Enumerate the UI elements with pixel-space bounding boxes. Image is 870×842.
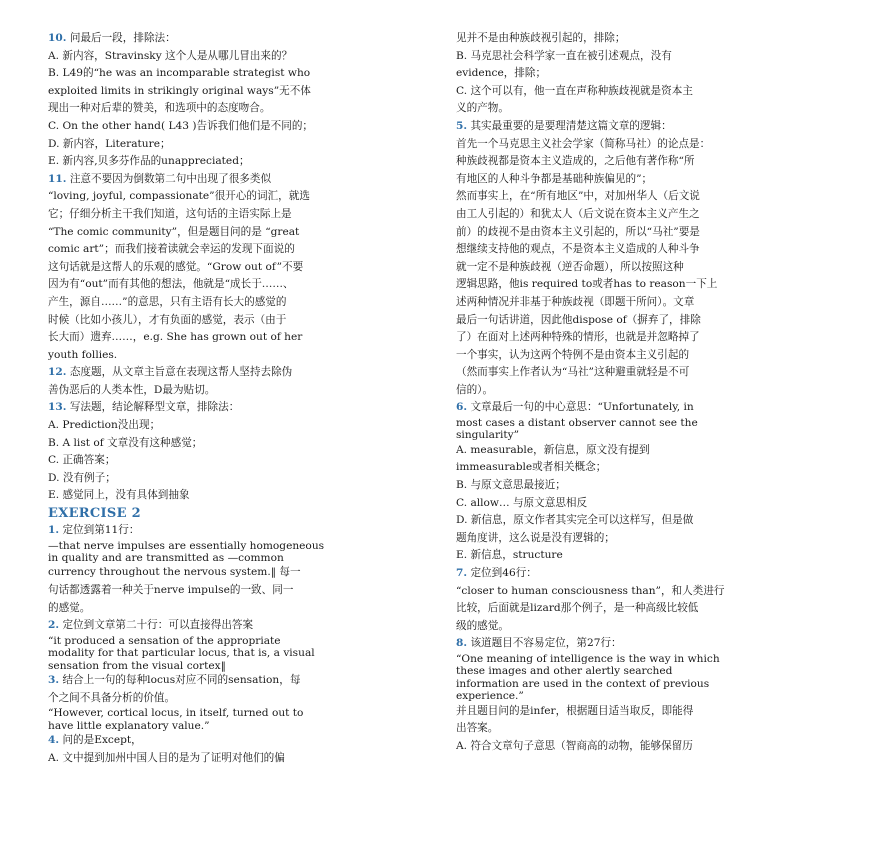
text-line [48, 118, 420, 136]
text-line [48, 100, 420, 118]
line-text: 题角度讲，这么说是没有逻辑的； [456, 531, 615, 544]
line-text: 态度题，从文章主旨意在表现这帮人坚持去除伪 [69, 366, 293, 379]
line-text: 级的感觉。 [456, 619, 509, 632]
line-text: （然而事实上作者认为“马社”这种避重就轻是不可 [456, 366, 690, 379]
text-line [456, 442, 828, 460]
question-line [48, 399, 420, 417]
text-line [456, 547, 828, 565]
line-text: 一个事实，认为这两个特例不是由资本主义引起的 [456, 348, 690, 361]
line-text: 善伪恶后的人类本性，D最为贴切。 [48, 383, 216, 396]
line-text: 注意不要因为倒数第二句中出现了很多类似 [69, 172, 272, 185]
text-line [456, 477, 828, 495]
question-line [48, 672, 420, 690]
line-text: “One meaning of intelligence is the way in which [456, 653, 720, 665]
text-line [456, 171, 828, 189]
line-text: 比较，后面就是lizard那个例子，是一种高级比较低 [456, 602, 699, 615]
line-text: currency throughout the nervous system.‖ 每一 [48, 566, 301, 579]
text-line [48, 540, 420, 552]
text-line [456, 241, 828, 259]
line-text: 产生，源自……”的意思，只有主语有长大的感觉的 [48, 295, 287, 308]
line-text: 定位到第11行： [62, 524, 140, 537]
line-text: 其实最重要的是要理清楚这篇文章的逻辑： [470, 119, 672, 132]
text-line [456, 206, 828, 224]
text-line [456, 382, 828, 400]
text-line [48, 707, 420, 719]
line-text: 最后一句话讲道，因此他dispose of（摒弃了，排除 [456, 313, 701, 326]
text-line [48, 470, 420, 488]
text-line [456, 30, 828, 48]
line-text: “closer to human consciousness than”，和人类进行 [456, 584, 725, 597]
question-line [48, 522, 420, 540]
text-line [456, 294, 828, 312]
line-text: 问的是Except， [62, 734, 142, 747]
text-line [48, 83, 420, 101]
text-line [456, 600, 828, 618]
line-text: youth follies. [48, 348, 118, 361]
line-text: B. A list of 文章没有这种感觉； [48, 436, 203, 449]
text-line [456, 429, 828, 441]
text-line [456, 136, 828, 154]
text-line [48, 452, 420, 470]
question-number: 5. [456, 119, 468, 132]
line-text: 义的产物。 [456, 102, 509, 115]
question-line [456, 399, 828, 417]
line-text: exploited limits in strikingly original ways”无不体 [48, 84, 311, 97]
line-text: 由工人引起的）和犹太人（后文说在资本主义产生之 [456, 207, 700, 220]
question-line [48, 617, 420, 635]
line-text: 这句话就是这帮人的乐观的感觉。“Grow out of”不要 [48, 260, 304, 273]
line-text: these images and other alertly searched [456, 665, 673, 678]
question-number: 4. [48, 734, 60, 747]
text-line [48, 224, 420, 242]
line-text: “loving, joyful, compassionate”很开心的词汇，就选 [48, 190, 310, 203]
text-line [48, 241, 420, 259]
text-line [48, 259, 420, 277]
text-line [456, 364, 828, 382]
line-text: B. 马克思社会科学家一直在被引述观点，没有 [456, 49, 672, 62]
line-text: 想继续支持他的观点，不是资本主义造成的人种斗争 [456, 243, 700, 256]
line-text: 时候（比如小孩儿），才有负面的感觉，表示（由于 [48, 313, 287, 326]
text-line [48, 65, 420, 83]
text-line [456, 347, 828, 365]
text-line [456, 100, 828, 118]
line-text: 现出一种对后辈的赞美，和选项中的态度吻合。 [48, 102, 271, 115]
text-line [48, 48, 420, 66]
line-text: 然而事实上，在“所有地区”中，对加州华人（后文说 [456, 190, 700, 203]
text-line [456, 329, 828, 347]
line-text: B. L49的“he was an incomparable strategist who [48, 67, 311, 80]
text-line [456, 665, 828, 677]
left-column [48, 30, 420, 767]
text-line [48, 660, 420, 672]
line-text: 文章最后一句的中心意思：“Unfortunately, in [470, 401, 694, 414]
text-line [48, 329, 420, 347]
question-number: 7. [456, 567, 468, 580]
line-text: A. Prediction没出现； [48, 419, 161, 432]
question-number: 3. [48, 674, 60, 687]
text-line [456, 276, 828, 294]
question-line [456, 565, 828, 583]
line-text: have little explanatory value.” [48, 719, 210, 732]
question-line [456, 635, 828, 653]
question-line [48, 364, 420, 382]
text-line [456, 259, 828, 277]
line-text: experience.” [456, 690, 524, 703]
question-number: 11. [48, 172, 67, 185]
line-text: 了）在面对上述两种特殊的情形，也就是并忽略掉了 [456, 331, 700, 344]
question-line [48, 732, 420, 750]
text-line [48, 188, 420, 206]
line-text: 写法题，结论解释型文章，排除法： [69, 401, 240, 414]
line-text: 该道题目不容易定位，第27行： [470, 637, 622, 650]
question-line [48, 171, 420, 189]
text-line [456, 512, 828, 530]
text-line [48, 750, 420, 768]
text-line [48, 600, 420, 618]
line-text: 定位到文章第二十行：可以直接得出答案 [62, 619, 254, 632]
text-line [48, 690, 420, 708]
text-line [48, 435, 420, 453]
text-line [456, 738, 828, 756]
question-number: 2. [48, 619, 60, 632]
text-line [48, 647, 420, 659]
line-text: singularity” [456, 429, 520, 442]
question-number: 13. [48, 401, 67, 414]
text-line [48, 347, 420, 365]
line-text: 述两种情况并非基于种族歧视（即题干所问）。文章 [456, 295, 695, 308]
line-text: 的感觉。 [48, 601, 91, 614]
section-heading: EXERCISE 2 [48, 506, 142, 522]
question-number: 1. [48, 524, 60, 537]
text-line [456, 224, 828, 242]
line-text: 见并不是由种族歧视引起的，排除； [456, 32, 626, 44]
text-line [48, 276, 420, 294]
text-line [48, 312, 420, 330]
line-text: A. measurable，新信息，原文没有提到 [456, 443, 650, 456]
line-text: A. 符合文章句子意思（智商高的动物，能够保留历 [456, 739, 693, 752]
text-line [456, 690, 828, 702]
line-text: 就一定不是种族歧视（逆否命题），所以按照这种 [456, 260, 684, 273]
line-text: “it produced a sensation of the appropriate [48, 634, 281, 647]
line-text: “The comic community”，但是题目问的是 “great [48, 225, 300, 238]
text-line [48, 382, 420, 400]
text-line [48, 136, 420, 154]
text-line [48, 153, 420, 171]
question-number: 6. [456, 401, 468, 414]
line-text: 结合上一句的每种locus对应不同的sensation，每 [62, 674, 301, 687]
line-text: C. 正确答案； [48, 454, 116, 467]
text-line [456, 530, 828, 548]
text-line [456, 188, 828, 206]
line-text: comic art”；而我们接着读就会幸运的发现下面说的 [48, 243, 295, 256]
line-text: modality for that particular locus, that is, a visual [48, 647, 315, 660]
text-line [456, 583, 828, 601]
line-text: —that nerve impulses are essentially homogeneous [48, 539, 325, 552]
text-line [456, 495, 828, 513]
line-text: 首先一个马克思主义社会学家（简称马社）的论点是： [456, 137, 711, 150]
line-text: E. 新信息，structure [456, 549, 563, 562]
line-text: D. 没有例子； [48, 471, 116, 484]
line-text: C. allow… 与原文意思相反 [456, 496, 588, 509]
line-text: most cases a distant observer cannot see the [456, 417, 698, 430]
line-text: A. 新内容，Stravinsky 这个人是从哪儿冒出来的？ [48, 49, 293, 62]
text-line [456, 153, 828, 171]
text-line [48, 582, 420, 600]
line-text: E. 新内容,贝多芬作品的unappreciated； [48, 155, 250, 168]
text-line [48, 635, 420, 647]
line-text: 逻辑思路，他is required to或者has to reason一下上 [456, 278, 718, 291]
question-line [48, 30, 420, 48]
line-text: C. On the other hand( L43 )告诉我们他们是不同的； [48, 119, 314, 132]
line-text: “However, cortical locus, in itself, turned out to [48, 707, 304, 720]
line-text: 种族歧视都是资本主义造成的，之后他有著作称“所 [456, 155, 695, 168]
text-line [456, 459, 828, 477]
line-text: E. 感觉同上，没有具体到抽象 [48, 489, 190, 502]
text-line [456, 703, 828, 721]
line-text: 个之间不具备分析的价值。 [48, 691, 176, 704]
text-line [456, 720, 828, 738]
line-text: 因为有“out”而有其他的想法，他就是“成长于……、 [48, 278, 294, 291]
line-text: evidence，排除； [456, 67, 547, 80]
text-line [456, 65, 828, 83]
text-line [456, 48, 828, 66]
question-line [456, 118, 828, 136]
text-line [456, 417, 828, 429]
text-line [456, 653, 828, 665]
question-number: 10. [48, 32, 67, 44]
line-text: 并且题目问的是infer，根据题目适当取反，即能得 [456, 704, 694, 717]
line-text: B. 与原文意思最接近； [456, 479, 566, 492]
line-text: 信的）。 [456, 383, 494, 396]
line-text: A. 文中提到加州中国人目的是为了证明对他们的偏 [48, 751, 285, 764]
line-text: 前）的歧视不是由资本主义引起的，所以“马社”要是 [456, 225, 700, 238]
text-line [48, 294, 420, 312]
question-number: 12. [48, 366, 67, 379]
line-text: D. 新信息，原文作者其实完全可以这样写，但是做 [456, 514, 694, 527]
text-line [48, 487, 420, 505]
text-line [48, 552, 420, 564]
text-line [48, 564, 420, 582]
line-text: 有地区的人种斗争都是基础种族偏见的”； [456, 172, 653, 185]
question-number: 8. [456, 637, 468, 650]
text-line [48, 720, 420, 732]
line-text: C. 这个可以有，他一直在声称种族歧视就是资本主 [456, 84, 693, 97]
line-text: 句话都透露着一种关于nerve impulse的一致、同一 [48, 584, 294, 597]
line-text: 定位到46行： [470, 567, 537, 580]
line-text: D. 新内容，Literature； [48, 137, 171, 150]
text-line [456, 83, 828, 101]
right-column [456, 30, 828, 755]
line-text: 长大而）遗弃……，e.g. She has grown out of her [48, 331, 303, 344]
text-line [456, 312, 828, 330]
text-line [456, 618, 828, 636]
line-text: 出答案。 [456, 722, 499, 735]
line-text: in quality and are transmitted as —common [48, 552, 284, 565]
line-text: 它；仔细分析主干我们知道，这句话的主语实际上是 [48, 207, 292, 220]
line-text: information are used in the context of previous [456, 677, 710, 690]
line-text: immeasurable或者相关概念； [456, 461, 607, 474]
line-text: sensation from the visual cortex‖ [48, 659, 226, 672]
text-line [456, 678, 828, 690]
text-line [48, 417, 420, 435]
line-text: 问最后一段，排除法： [69, 32, 176, 44]
text-line [48, 206, 420, 224]
